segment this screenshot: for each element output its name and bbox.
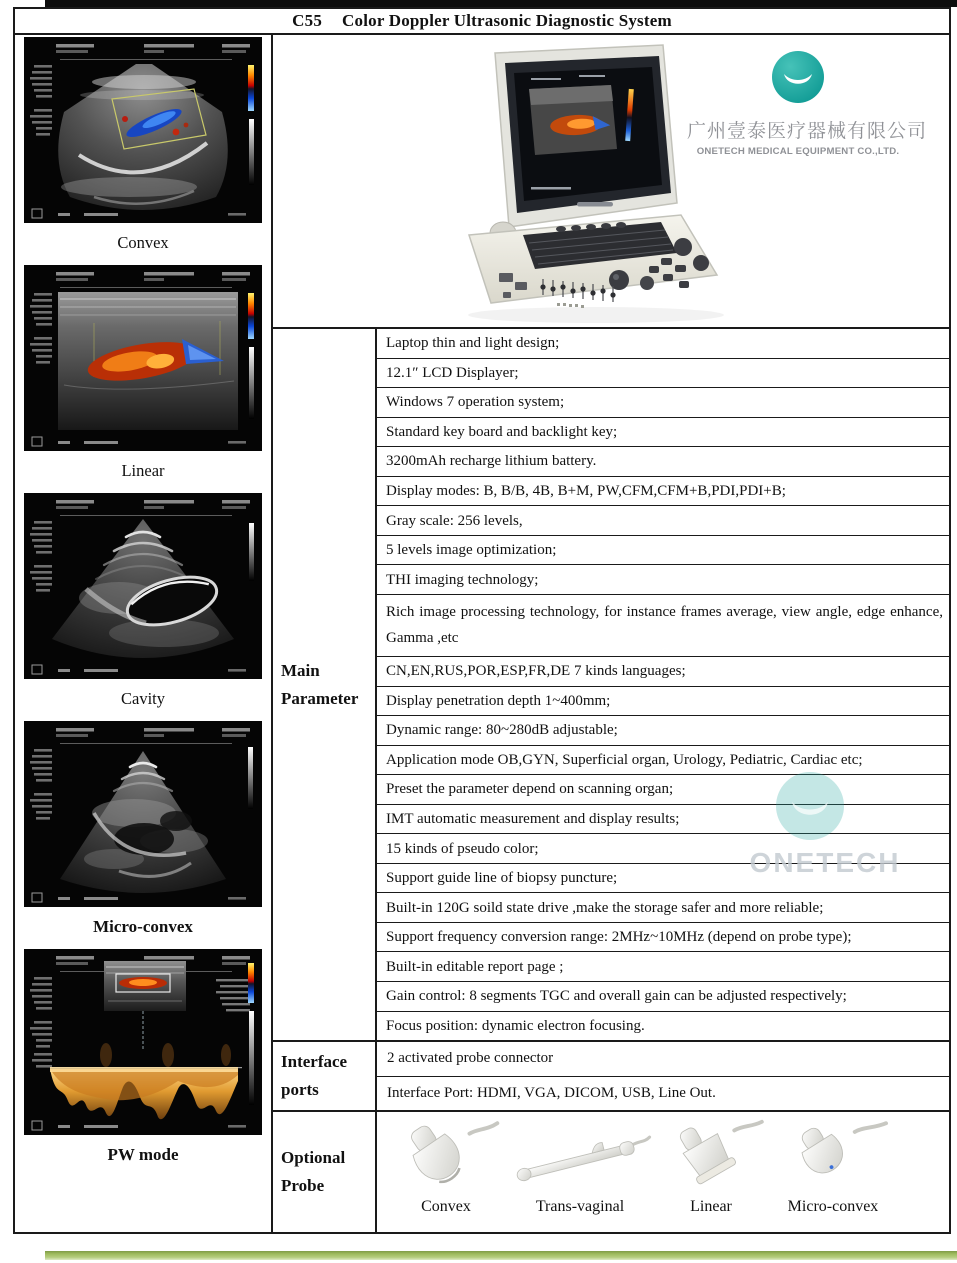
probe-image-convex (387, 1118, 505, 1198)
company-logo-block (687, 49, 928, 157)
ultrasound-image-linear (24, 265, 262, 451)
ultrasound-figure (15, 265, 271, 493)
probe-label: Trans-vaginal (535, 1198, 625, 1215)
spec-row: 12.1″ LCD Displayer; (377, 359, 949, 389)
main-parameter-label: Main Parameter (273, 329, 377, 1040)
page-title (15, 9, 949, 35)
spec-row: Preset the parameter depend on scanning organ; (377, 775, 949, 805)
spec-row: Display modes: B, B/B, 4B, B+M, PW,CFM,CFM+B,PDI,PDI+B; (377, 477, 949, 507)
probe-microconvex (767, 1118, 899, 1216)
spec-row: CN,EN,RUS,POR,ESP,FR,DE 7 kinds languages; (377, 657, 949, 687)
ultrasound-image-label: PW mode (107, 1145, 179, 1164)
ultrasound-image-pw (24, 949, 262, 1135)
spec-row: Standard key board and backlight key; (377, 418, 949, 448)
product-name: Color Doppler Ultrasonic Diagnostic System (342, 11, 672, 30)
spec-row: Focus position: dynamic electron focusing. (386, 1017, 645, 1034)
spec-row: Built-in editable report page ; (377, 952, 949, 982)
ultrasound-image-label: Micro-convex (93, 917, 193, 936)
ultrasound-image-label: Cavity (121, 689, 165, 708)
spec-row: Built-in 120G soild state drive ,make the storage safer and more reliable; (377, 893, 949, 923)
probe-convex (387, 1118, 505, 1216)
spec-row: Dynamic range: 80~280dB adjustable; (377, 716, 949, 746)
probe-image-microconvex (767, 1118, 899, 1198)
interface-row: 2 activated probe connector (377, 1042, 949, 1077)
spec-row: Support guide line of biopsy puncture; (377, 864, 949, 894)
ultrasound-image-label: Linear (121, 461, 165, 480)
spec-row: Gray scale: 256 levels, (377, 506, 949, 536)
ultrasound-figure (15, 721, 271, 949)
optional-probe-label: Optional Probe (273, 1112, 377, 1232)
spec-row: Laptop thin and light design; (377, 329, 949, 359)
spec-row: IMT automatic measurement and display results; (377, 805, 949, 835)
ultrasound-image-label: Convex (117, 233, 169, 252)
probe-linear (655, 1118, 767, 1216)
interface-ports-section (273, 1042, 949, 1112)
ultrasound-figure (15, 493, 271, 721)
probe-cell (377, 1112, 949, 1232)
main-parameter-rows (377, 329, 949, 1040)
spec-row: Application mode OB,GYN, Superficial organ, Urology, Pediatric, Cardiac etc; (377, 746, 949, 776)
ultrasound-image-microconvex (24, 721, 262, 907)
spec-row: Display penetration depth 1~400mm; (377, 687, 949, 717)
spec-row: THI imaging technology; (377, 565, 949, 595)
company-name-cn: 广州壹泰医疗器械有限公司 (687, 121, 928, 142)
spec-row: 15 kinds of pseudo color; (377, 834, 949, 864)
laptop-ultrasound-photo (411, 37, 731, 329)
interface-row: Interface Port: HDMI, VGA, DICOM, USB, Line Out. (387, 1084, 716, 1101)
model-number: C55 (292, 11, 323, 30)
page-top-rule (45, 0, 957, 7)
probe-label: Convex (421, 1198, 471, 1215)
main-parameter-section (273, 329, 949, 1042)
ultrasound-image-cavity (24, 493, 262, 679)
spec-row: Windows 7 operation system; (377, 388, 949, 418)
ultrasound-image-convex (24, 37, 262, 223)
spec-row: Support frequency conversion range: 2MHz~10MHz (depend on probe type); (377, 923, 949, 953)
page-footer-rule (45, 1251, 957, 1260)
optional-probe-section (273, 1112, 949, 1232)
watermark-text: ONETECH (749, 847, 901, 878)
ultrasound-figure (15, 37, 271, 265)
left-panel (15, 35, 273, 1232)
spec-row: Rich image processing technology, for instance frames average, view angle, edge enhance, Gamma ,etc (377, 595, 949, 657)
interface-ports-label: Interface ports (273, 1042, 377, 1110)
probe-image-transvaginal (505, 1118, 655, 1198)
spec-row: 5 levels image optimization; (377, 536, 949, 566)
spec-row: Gain control: 8 segments TGC and overall gain can be adjusted respectively; (377, 982, 949, 1012)
hero-cell (273, 35, 949, 329)
company-name-en: ONETECH MEDICAL EQUIPMENT CO.,LTD. (696, 146, 900, 157)
interface-rows (377, 1042, 949, 1110)
probe-label: Micro-convex (787, 1198, 879, 1215)
probe-transvaginal (505, 1118, 655, 1216)
spec-row: 3200mAh recharge lithium battery. (377, 447, 949, 477)
probe-image-linear (655, 1118, 767, 1198)
onetech-logo-icon (770, 49, 826, 105)
probe-label: Linear (690, 1198, 732, 1215)
ultrasound-figure (15, 949, 271, 1177)
spec-table (13, 7, 951, 1234)
